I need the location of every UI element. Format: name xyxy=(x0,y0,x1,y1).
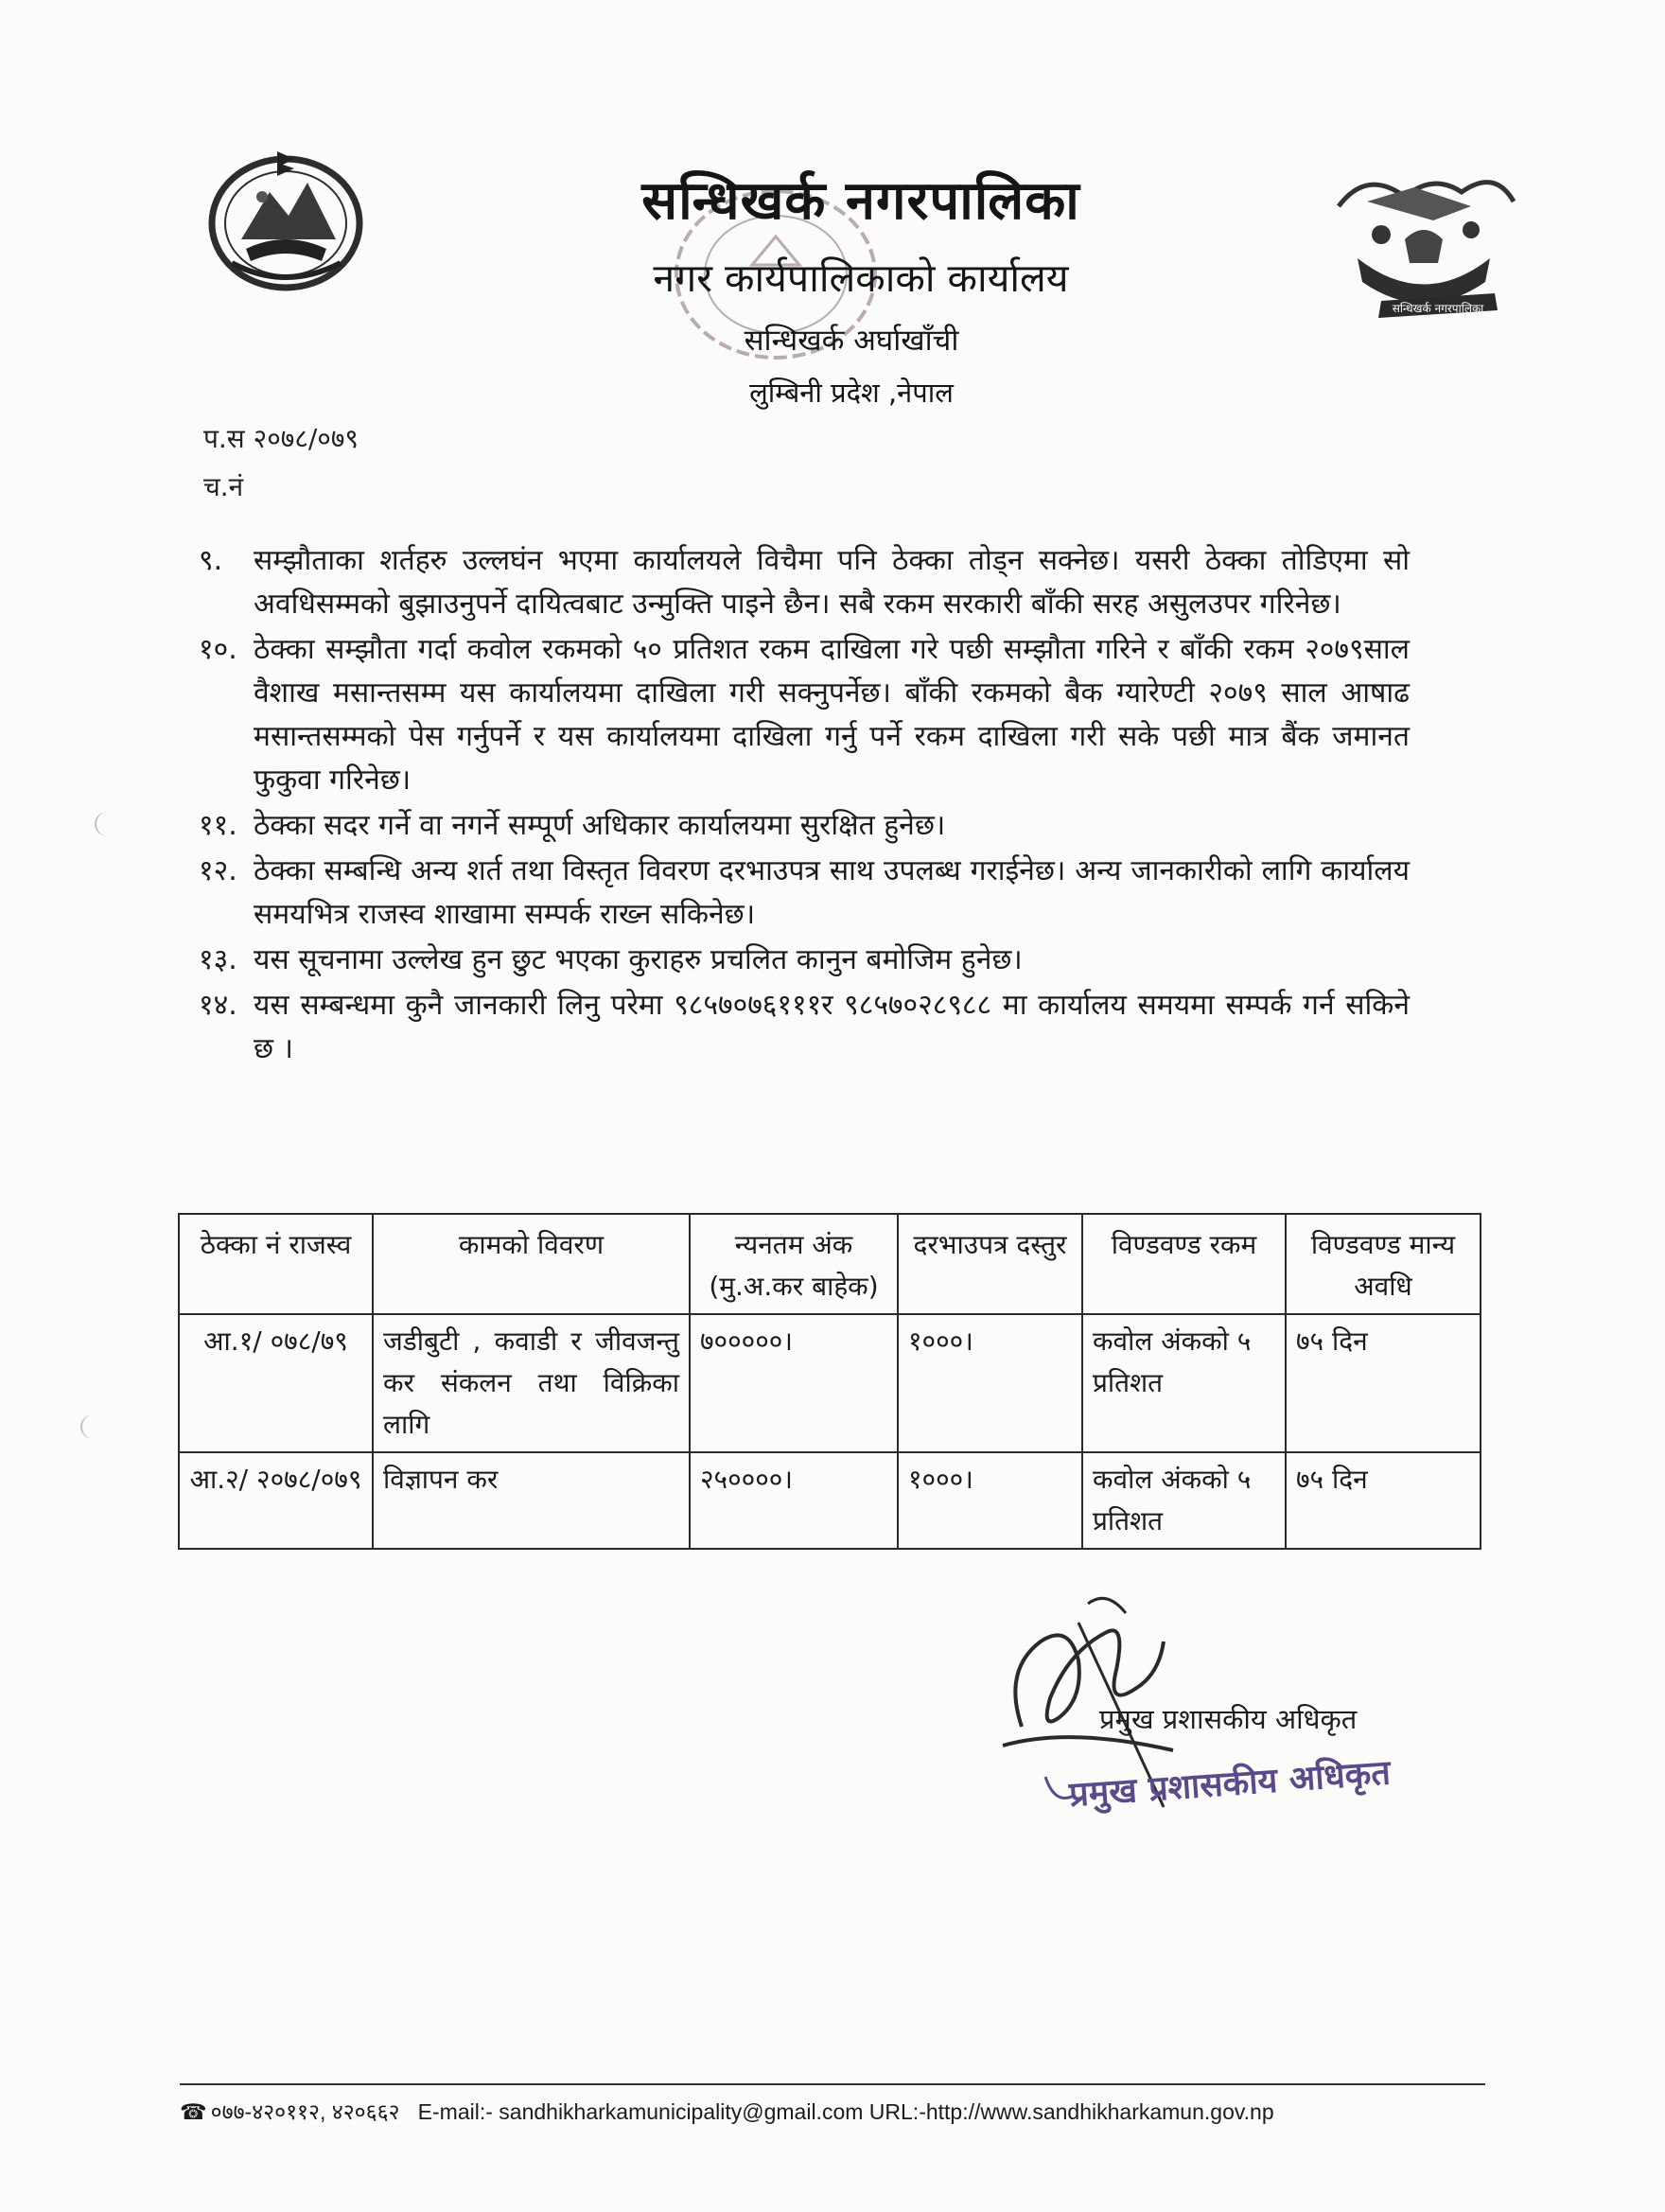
right-logo-text: सन्धिखर्क नगरपालिका xyxy=(1392,302,1484,315)
table-cell: २५००००। xyxy=(690,1452,898,1549)
punch-hole xyxy=(80,1414,107,1439)
table-cell: जडीबुटी , कवाडी र जीवजन्तु कर संकलन तथा विक्रिका लागि xyxy=(373,1314,690,1452)
signatory-stamp xyxy=(1041,1748,1393,1816)
reference-number: प.स २०७८/०७९ xyxy=(203,423,359,454)
column-header: ठेक्का नं राजस्व xyxy=(179,1214,373,1314)
table-cell: ७५ दिन xyxy=(1286,1314,1481,1452)
table-row xyxy=(179,1314,1481,1452)
clause-item xyxy=(199,939,1410,982)
footer xyxy=(180,2096,1274,2126)
table-cell: ७०००००। xyxy=(690,1314,898,1452)
table-cell: आ.१/ ०७८/७९ xyxy=(179,1314,373,1452)
clause-text: यस सूचनामा उल्लेख हुन छुट भएका कुराहरु प्रचलित कानुन बमोजिम हुनेछ। xyxy=(254,943,1023,976)
clause-text: यस सम्बन्धमा कुनै जानकारी लिनु परेमा ९८५७०७६१११र ९८५७०२८९८८ मा कार्यालय समयमा सम्पर्क गर्न सकिने छ । xyxy=(254,989,1410,1065)
phone-icon: ☎ xyxy=(180,2099,207,2124)
office-location: सन्धिखर्क अर्घाखाँची xyxy=(744,324,959,358)
signatory-stamp-text: प्रमुख प्रशासकीय अधिकृत xyxy=(1067,1753,1393,1816)
table-cell: ७५ दिन xyxy=(1286,1452,1481,1549)
punch-hole xyxy=(95,812,121,836)
clause-number: ११. xyxy=(199,809,237,842)
clause-item xyxy=(199,984,1410,1071)
table-header-row xyxy=(179,1214,1481,1314)
clause-item xyxy=(199,628,1410,802)
signatory-title: प्रमुख प्रशासकीय अधिकृत xyxy=(1099,1703,1358,1735)
table-cell: कवोल अंकको ५ प्रतिशत xyxy=(1082,1452,1286,1549)
clause-item xyxy=(199,804,1410,848)
dispatch-number: च.नं xyxy=(203,471,244,502)
footer-phone: ०७७-४२०११२, ४२०६६२ xyxy=(210,2099,400,2124)
clause-number: १३. xyxy=(199,943,237,976)
column-header: विण्डवण्ड रकम xyxy=(1082,1214,1286,1314)
clause-number: ९. xyxy=(199,544,223,577)
page-title: सन्धिखर्क नगरपालिका xyxy=(641,170,1080,232)
clause-text: सम्झौताका शर्तहरु उल्लघंन भएमा कार्यालयले विचैमा पनि ठेक्का तोड्न सक्नेछ। यसरी ठेक्का तोडिएमा सो अवधिसम्मको बुझाउनुपर्ने दायित्वबाट उन्मुक्ति पाइने छैन। सबै रकम सरकारी बाँकी सरह असुलउपर गरिनेछ। xyxy=(254,544,1410,621)
footer-url: URL:-http://www.sandhikharkamun.gov.np xyxy=(868,2099,1274,2124)
column-header: न्यनतम अंक (मु.अ.कर बाहेक) xyxy=(690,1214,898,1314)
clause-text: ठेक्का सम्बन्धि अन्य शर्त तथा विस्तृत विवरण दरभाउपत्र साथ उपलब्ध गराईनेछ। अन्य जानकारीको लागि कार्यालय समयभित्र राजस्व शाखामा सम्पर्क राख्न सकिनेछ। xyxy=(254,854,1410,931)
office-subtitle: नगर कार्यपालिकाको कार्यालय xyxy=(653,255,1069,301)
clause-number: १२. xyxy=(199,854,237,887)
footer-email: E-mail:- sandhikharkamunicipality@gmail.com xyxy=(417,2099,864,2124)
office-province: लुम्बिनी प्रदेश ,नेपाल xyxy=(749,377,954,409)
clause-text: ठेक्का सम्झौता गर्दा कवोल रकमको ५० प्रतिशत रकम दाखिला गरे पछी सम्झौता गरिने र बाँकी रकम २०७९साल वैशाख मसान्तसम्म यस कार्यालयमा दाखिला गरी सक्नुपर्नेछ। बाँकी रकमको बैक ग्यारेण्टी २०७९ साल आषाढ मसान्तसम्मको पेस गर्नुपर्ने र यस कार्यालयमा दाखिला गर्नु पर्ने रकम दाखिला गरी सके पछी मात्र बैंक जमानत फुकुवा गरिनेछ। xyxy=(254,633,1410,797)
column-header: दरभाउपत्र दस्तुर xyxy=(898,1214,1082,1314)
clause-list xyxy=(199,539,1410,1073)
table-cell: विज्ञापन कर xyxy=(373,1452,690,1549)
footer-divider xyxy=(180,2083,1485,2085)
table-row xyxy=(179,1452,1481,1549)
column-header: कामको विवरण xyxy=(373,1214,690,1314)
table-cell: १०००। xyxy=(898,1452,1082,1549)
clause-item xyxy=(199,850,1410,937)
clause-item xyxy=(199,539,1410,626)
clause-text: ठेक्का सदर गर्ने वा नगर्ने सम्पूर्ण अधिकार कार्यालयमा सुरक्षित हुनेछ। xyxy=(254,809,946,842)
column-header: विण्डवण्ड मान्य अवधि xyxy=(1286,1214,1481,1314)
clause-number: १०. xyxy=(199,633,237,666)
table-cell: १०००। xyxy=(898,1314,1082,1452)
table-cell: कवोल अंकको ५ प्रतिशत xyxy=(1082,1314,1286,1452)
clause-number: १४. xyxy=(199,989,237,1022)
table-cell: आ.२/ २०७८/०७९ xyxy=(179,1452,373,1549)
tender-table xyxy=(178,1213,1481,1550)
